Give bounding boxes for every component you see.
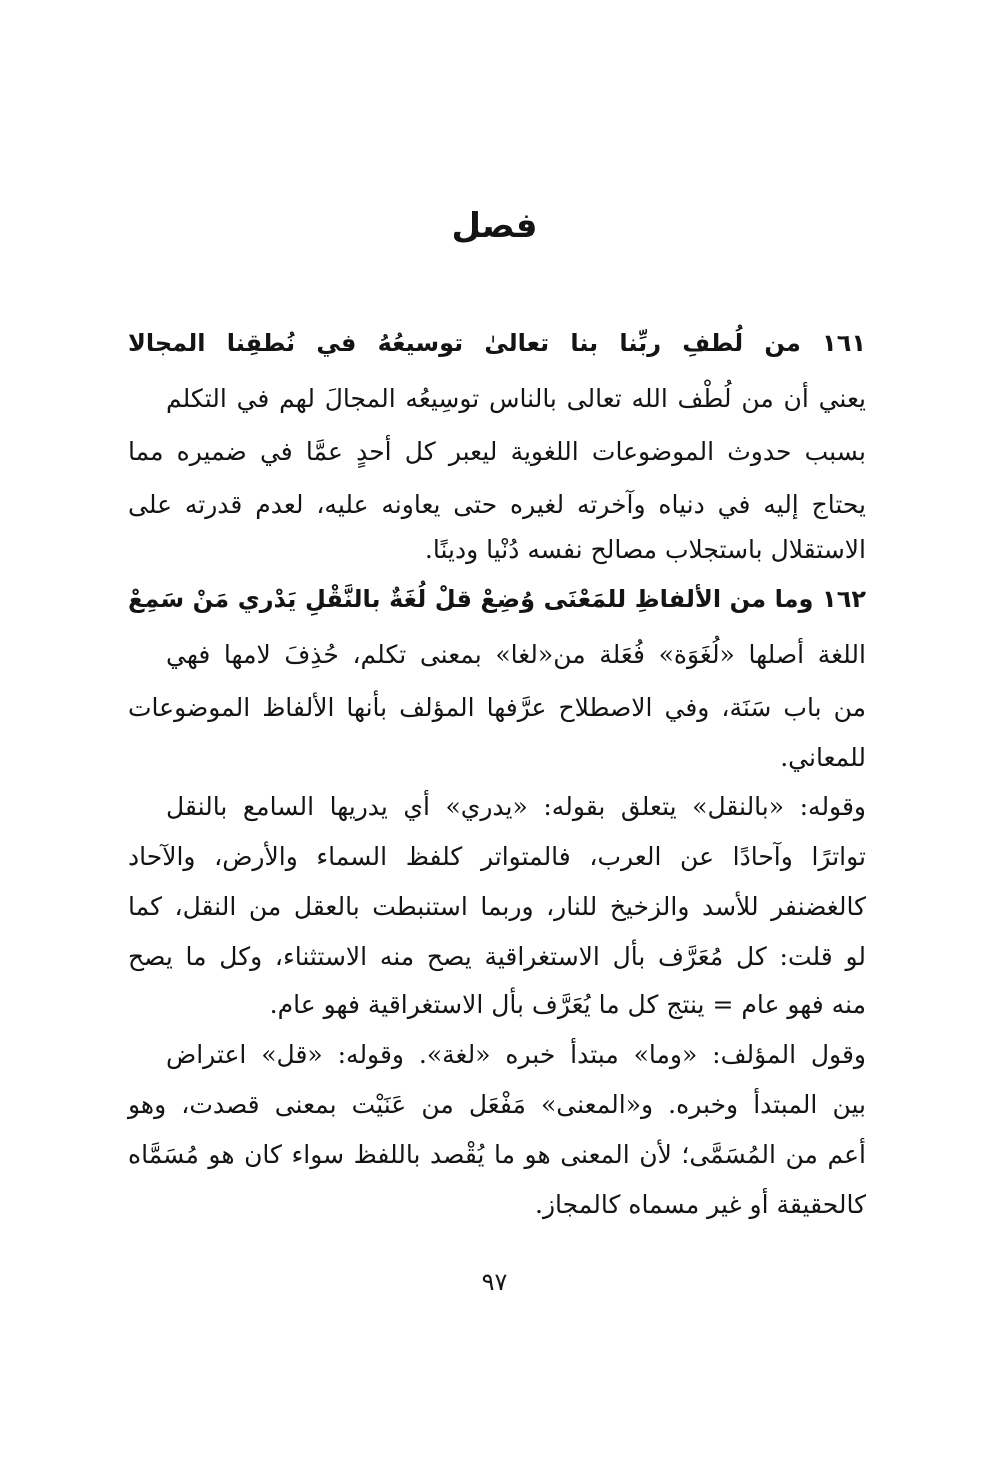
verse-line: ١٦٢ وما من الألفاظِ للمَعْنَى وُضِعْ قلْ لُغَةٌ بالنَّقْلِ يَدْري مَنْ سَمِعْ [128,585,866,613]
text-line: أعم من المُسَمَّى؛ لأن المعنى هو ما يُقْصد باللفظ سواء كان هو مُسَمَّاه [128,1140,866,1169]
text-line: الاستقلال باستجلاب مصالح نفسه دُنْيا ودينًا. [424,535,866,564]
text-line: كالغضنفر للأسد والزخيخ للنار، وربما استنبطت بالعقل من النقل، كما [128,892,867,921]
chapter-title: فصل [451,206,538,246]
text-line: وقول المؤلف: «وما» مبتدأ خبره «لغة». وقوله: «قل» اعتراض [166,1040,866,1069]
text-line: يحتاج إليه في دنياه وآخرته لغيره حتى يعاونه عليه، لعدم قدرته على [128,490,866,519]
text-line: من باب سَنَة، وفي الاصطلاح عرَّفها المؤلف بأنها الألفاظ الموضوعات [128,693,866,722]
text-line: لو قلت: كل مُعَرَّف بأل الاستغراقية يصح منه الاستثناء، وكل ما يصح [128,942,866,971]
text-line: اللغة أصلها «لُغَوَة» فُعَلة من«لغا» بمعنى تكلم، حُذِفَ لامها فهي [166,640,866,669]
text-line: تواترًا وآحادًا عن العرب، فالمتواتر كلفظ السماء والأرض، والآحاد [128,842,866,871]
text-line: يعني أن من لُطْف الله تعالى بالناس توسِيعُه المجالَ لهم في التكلم [166,384,866,413]
text-line: للمعاني. [780,743,866,772]
text-line: وقوله: «بالنقل» يتعلق بقوله: «يدري» أي يدريها السامع بالنقل [166,792,866,821]
text-line: كالحقيقة أو غير مسماه كالمجاز. [535,1190,866,1219]
text-line: بسبب حدوث الموضوعات اللغوية ليعبر كل أحدٍ عمَّا في ضميره مما [128,437,866,466]
page-number: ٩٧ [481,1268,508,1296]
text-line: منه فهو عام = ينتج كل ما يُعَرَّف بأل الاستغراقية فهو عام. [269,990,866,1019]
text-line: بين المبتدأ وخبره. و«المعنى» مَفْعَل من عَنَيْت بمعنى قصدت، وهو [128,1090,866,1119]
verse-line: ١٦١ من لُطفِ ربِّنا بنا تعالىٰ توسيعُهُ في نُطقِنا المجالا [128,329,866,357]
